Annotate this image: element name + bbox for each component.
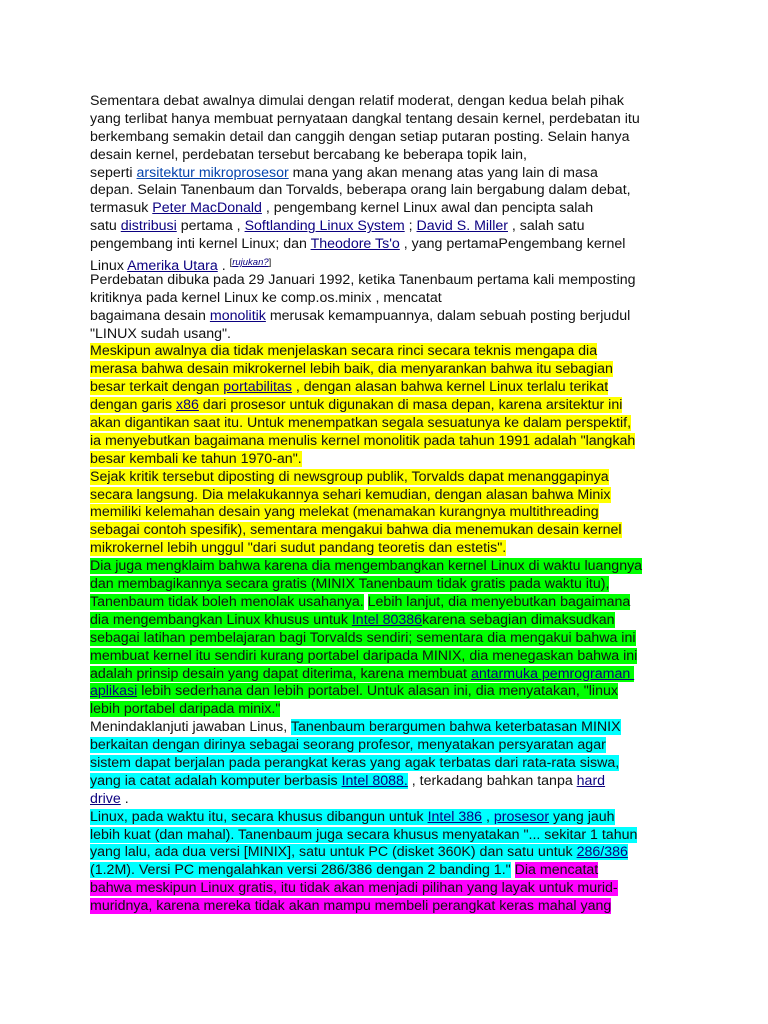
text-line <box>90 129 690 147</box>
highlighted-text: lebih kuat (dan mahal). Tanenbaum juga secara khusus menyatakan "... sekitar 1 tahun <box>90 826 638 843</box>
link-softlanding-linux-system[interactable]: Softlanding Linux System <box>244 218 405 235</box>
text-line <box>90 433 690 451</box>
text-line <box>90 182 690 200</box>
highlighted-text: Meskipun awalnya dia tidak menjelaskan secara rinci secara teknis mengapa dia <box>90 343 598 360</box>
highlighted-text: sebagai latihan pembelajaran bagi Torvalds sendiri; sementara dia mengakui bahwa ini <box>90 629 636 646</box>
text-line <box>90 540 690 558</box>
link-intel-386[interactable]: Intel 386 <box>427 808 483 825</box>
text-span: , pengembang kernel Linux awal dan pencipta salah <box>261 200 594 217</box>
text-line <box>90 666 690 684</box>
text-span: , terkadang bahkan tanpa <box>407 772 577 789</box>
text-line <box>90 683 690 701</box>
highlighted-text: besar terkait dengan <box>90 379 224 396</box>
highlighted-text: adalah prinsip desain yang dapat diterima, karena membuat <box>90 665 471 682</box>
highlighted-text: akan digantikan saat itu. Untuk menempatkan segala sesuatunya ke dalam perspektif, <box>90 415 632 432</box>
text-line <box>90 308 690 326</box>
text-span: pengembang inti kernel Linux; dan <box>90 236 311 253</box>
text-span: kritiknya pada kernel Linux ke comp.os.minix , mencatat <box>90 289 442 306</box>
highlighted-text: ia menyebutkan bagaimana menulis kernel monolitik pada tahun 1991 adalah "langkah <box>90 432 636 449</box>
text-span: "LINUX sudah usang". <box>90 325 231 342</box>
text-span: Sementara debat awalnya dimulai dengan relatif moderat, dengan kedua belah pihak <box>90 93 624 109</box>
link-antarmuka-pemrograman[interactable]: antarmuka pemrograman <box>470 665 635 682</box>
text-line <box>90 576 690 594</box>
highlighted-text: besar kembali ke tahun 1970-an". <box>90 450 302 467</box>
text-line <box>90 612 690 630</box>
text-span: berkembang semakin detail dan canggih dengan setiap putaran posting. Selain hanya <box>90 128 630 145</box>
text-line <box>90 755 690 773</box>
text-line <box>90 522 690 540</box>
highlighted-text: sebagai contoh spesifik), sementara mengakui bahwa dia menemukan desain kernel <box>90 522 622 539</box>
highlighted-text: Linux, pada waktu itu, secara khusus dibangun untuk <box>90 808 428 825</box>
highlighted-text: karena sebagian dimaksudkan <box>422 611 615 628</box>
text-span: [ <box>229 257 233 269</box>
highlighted-text: , dengan alasan bahwa kernel Linux terlalu terikat <box>291 379 609 396</box>
highlighted-text: mikrokernel lebih unggul "dari sudut pandang teoretis dan estetis". <box>90 540 507 557</box>
highlighted-text: lebih sederhana dan lebih portabel. Untuk alasan ini, dia menyatakan, "linux <box>137 683 618 700</box>
highlighted-text: lebih portabel daripada minix." <box>90 701 281 718</box>
text-span: satu <box>90 218 121 235</box>
text-line <box>90 451 690 469</box>
text-line <box>90 397 690 415</box>
link-286-386[interactable]: 286/386 <box>576 844 628 861</box>
text-span: yang terlibat hanya membuat pernyataan dangkal tentang desain kernel, perdebatan itu <box>90 110 640 127</box>
text-line <box>90 504 690 522</box>
text-span: depan. Selain Tanenbaum dan Torvalds, beberapa orang lain bergabung dalam debat, <box>90 182 631 199</box>
text-line <box>90 862 690 880</box>
text-line <box>90 880 690 898</box>
text-line <box>90 218 690 236</box>
highlighted-text: yang ia catat adalah komputer berbasis <box>90 772 342 789</box>
highlighted-text: Lebih lanjut, dia menyebutkan bagaimana <box>367 593 631 610</box>
text-line <box>90 361 690 379</box>
highlighted-text: dan membagikannya secara gratis (MINIX Tanenbaum tidak gratis pada waktu itu), <box>90 576 610 593</box>
link-peter-macdonald[interactable]: Peter MacDonald <box>152 200 262 217</box>
highlighted-text: Sejak kritik tersebut diposting di newsgroup publik, Torvalds dapat menanggapinya <box>90 468 609 485</box>
text-line <box>90 290 690 308</box>
text-line <box>90 236 690 254</box>
text-line <box>90 254 690 275</box>
highlighted-text: yang lalu, ada dua versi [MINIX], satu untuk PC (disket 360K) dan satu untuk <box>90 844 577 861</box>
link-amerika-utara[interactable]: Amerika Utara <box>127 258 218 275</box>
text-span: ; <box>404 218 417 235</box>
text-line <box>90 165 690 183</box>
link-aplikasi[interactable]: aplikasi <box>90 683 138 700</box>
link-distribusi[interactable]: distribusi <box>120 218 177 235</box>
text-span: merusak kemampuannya, dalam sebuah posting berjudul <box>265 307 631 324</box>
text-span: desain kernel, perdebatan tersebut bercabang ke beberapa topik lain, <box>90 146 527 163</box>
text-line <box>90 827 690 845</box>
link-x86[interactable]: x86 <box>175 397 199 414</box>
highlighted-text: merasa bahwa desain mikrokernel lebih baik, dia menyarankan bahwa itu sebagian <box>90 361 613 378</box>
highlighted-text: memiliki kelemahan desain yang melekat (menamakan kurangnya multithreading <box>90 504 599 521</box>
link-arsitektur-mikroprosesor[interactable]: arsitektur mikroprosesor <box>136 164 289 181</box>
text-span: bagaimana desain <box>90 307 210 324</box>
text-line <box>90 326 690 344</box>
highlighted-text: yang jauh <box>549 808 615 825</box>
text-span: mana yang akan menang atas yang lain di masa <box>288 164 598 181</box>
text-line <box>90 594 690 612</box>
text-span: . <box>120 790 129 807</box>
link-theodore-ts-o[interactable]: Theodore Ts'o <box>310 236 400 253</box>
text-line <box>90 147 690 165</box>
text-line <box>90 272 690 290</box>
highlighted-text: Tanenbaum tidak boleh menolak usahanya. <box>90 593 364 610</box>
highlighted-text: muridnya, karena mereka tidak akan mampu membeli perangkat keras mahal yang <box>90 898 612 915</box>
highlighted-text: membuat kernel itu sendiri kurang portabel daripada MINIX, dia menegaskan bahwa ini <box>90 647 638 664</box>
link-intel-8088[interactable]: Intel 8088. <box>341 772 408 789</box>
text-line <box>90 648 690 666</box>
highlighted-text: dia mengembangkan Linux khusus untuk <box>90 611 352 628</box>
link-david-s-miller[interactable]: David S. Miller <box>416 218 508 235</box>
link-rujukan[interactable]: rujukan? <box>232 257 269 269</box>
text-line <box>90 379 690 397</box>
text-span: , yang pertamaPengembang kernel <box>399 236 626 253</box>
link-portabilitas[interactable]: portabilitas <box>223 379 292 396</box>
text-line <box>90 701 690 719</box>
link-prosesor[interactable]: prosesor <box>493 808 550 825</box>
highlighted-text: bahwa meskipun Linux gratis, itu tidak akan menjadi pilihan yang layak untuk murid- <box>90 880 618 897</box>
text-line <box>90 93 690 111</box>
text-span: Linux <box>90 258 128 275</box>
text-line <box>90 200 690 218</box>
text-line <box>90 737 690 755</box>
text-line <box>90 791 690 809</box>
highlighted-text: sistem dapat berjalan pada perangkat keras yang agak terbatas dari rata-rata siswa, <box>90 754 620 771</box>
text-line <box>90 111 690 129</box>
text-span: pertama , <box>176 218 245 235</box>
text-line <box>90 809 690 827</box>
text-span: seperti <box>90 164 137 181</box>
link-drive[interactable]: drive <box>90 790 121 807</box>
text-span: Menindaklanjuti jawaban Linus, <box>90 719 291 736</box>
link-hard[interactable]: hard <box>576 772 606 789</box>
text-span: . <box>217 258 230 275</box>
text-line <box>90 844 690 862</box>
text-line <box>90 343 690 361</box>
text-line <box>90 415 690 433</box>
text-line <box>90 898 690 916</box>
document-body <box>90 93 690 916</box>
text-span: Perdebatan dibuka pada 29 Januari 1992, ketika Tanenbaum pertama kali memposting <box>90 271 636 288</box>
text-line <box>90 487 690 505</box>
highlighted-text: Dia mencatat <box>514 862 599 879</box>
link-intel-80386[interactable]: Intel 80386 <box>351 611 423 628</box>
highlighted-text: Dia juga mengklaim bahwa karena dia mengembangkan kernel Linux di waktu luangnya <box>90 558 643 575</box>
highlighted-text: dari prosesor untuk digunakan di masa depan, karena arsitektur ini <box>198 397 623 414</box>
text-span: termasuk <box>90 200 153 217</box>
highlighted-text: (1.2M). Versi PC mengalahkan versi 286/386 dengan 2 banding 1." <box>90 862 511 879</box>
text-span: , salah satu <box>507 218 585 235</box>
highlighted-text: , <box>482 808 494 825</box>
text-line <box>90 630 690 648</box>
link-monolitik[interactable]: monolitik <box>209 307 266 324</box>
text-line <box>90 773 690 791</box>
highlighted-text: berkaitan dengan dirinya sebagai seorang profesor, menyatakan persyaratan agar <box>90 737 606 754</box>
text-line <box>90 469 690 487</box>
highlighted-text: secara langsung. Dia melakukannya sehari kemudian, dengan alasan bahwa Minix <box>90 486 611 503</box>
text-line <box>90 719 690 737</box>
highlighted-text: Tanenbaum berargumen bahwa keterbatasan MINIX <box>290 719 621 736</box>
text-line <box>90 558 690 576</box>
text-span: ] <box>268 257 272 269</box>
highlighted-text: dengan garis <box>90 397 176 414</box>
